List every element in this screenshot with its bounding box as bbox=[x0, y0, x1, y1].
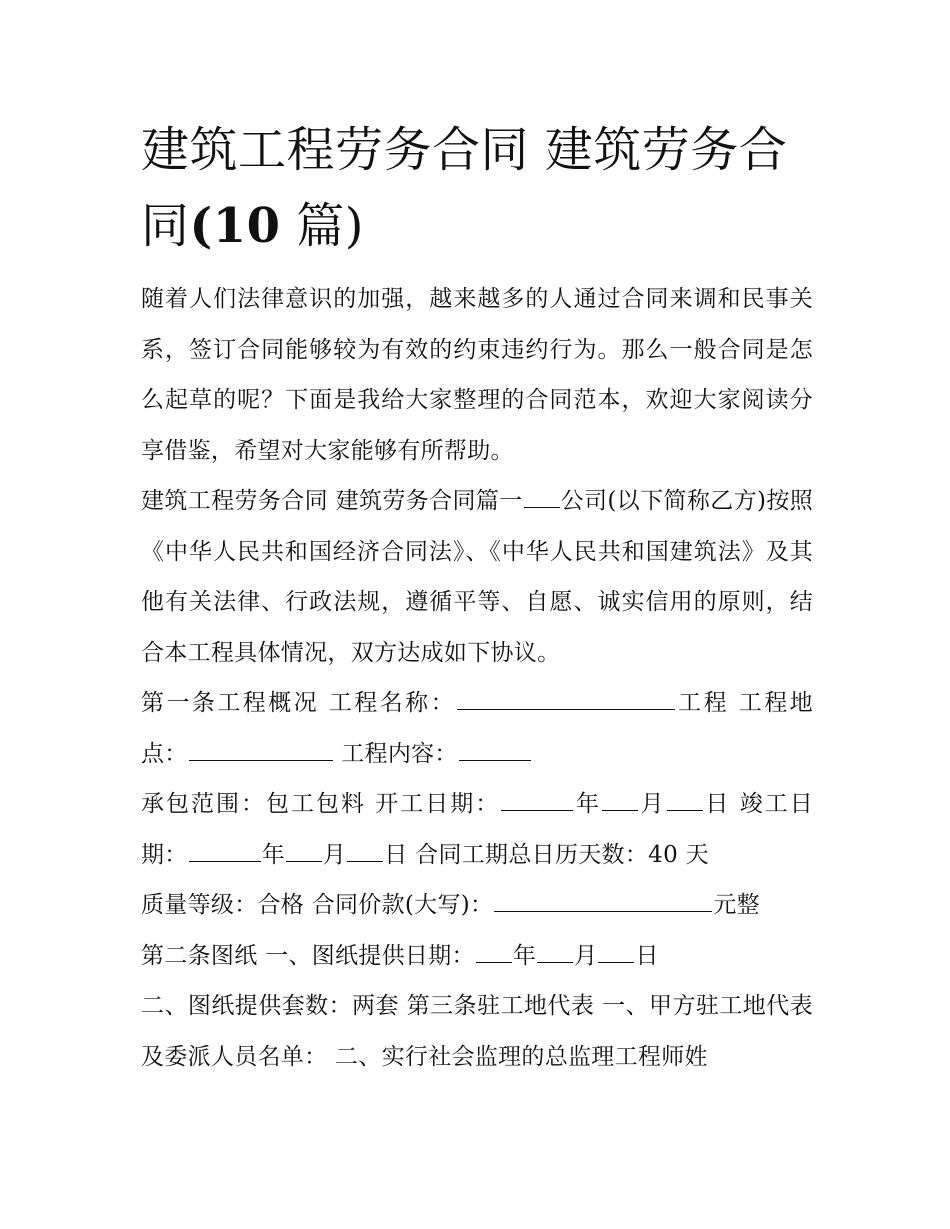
start-year-label: 年 bbox=[574, 791, 601, 817]
start-month-label: 月 bbox=[638, 791, 666, 817]
preamble-start: 建筑工程劳务合同 建筑劳务合同篇一 bbox=[141, 488, 523, 514]
end-day-blank bbox=[347, 841, 383, 862]
article-two-label: 第二条图纸 一、图纸提供日期： bbox=[141, 942, 475, 969]
drawing-year-blank bbox=[476, 942, 512, 963]
project-name-blank bbox=[457, 689, 675, 710]
preamble-rest: 公司(以下简称乙方)按照《中华人民共和国经济合同法》、《中华人民共和国建筑法》及其他有关法律、行政法规，遵循平等、自愿、诚实信用的原则，结合本工程具体情况，双方达成如下协议。 bbox=[141, 488, 813, 666]
drawing-year-label: 年 bbox=[512, 942, 537, 969]
article-one-location: 工程 工程地点： bbox=[141, 690, 813, 767]
end-year-blank bbox=[189, 841, 261, 862]
scope-dates bbox=[141, 779, 813, 880]
start-month-blank bbox=[602, 790, 638, 811]
drawing-day-blank bbox=[598, 942, 634, 963]
end-month-blank bbox=[286, 841, 322, 862]
title-line2-suffix: 篇) bbox=[280, 198, 365, 254]
contract-preamble bbox=[141, 476, 813, 678]
end-month-label: 月 bbox=[322, 841, 347, 868]
title-line1: 建筑工程劳务合同 建筑劳务合 bbox=[141, 122, 788, 178]
title-line2-prefix: 同 bbox=[141, 198, 190, 254]
company-blank bbox=[524, 487, 560, 508]
article-two bbox=[141, 931, 813, 982]
intro-paragraph: 随着人们法律意识的加强，越来越多的人通过合同来调和民事关系，签订合同能够较为有效的约束违约行为。那么一般合同是怎么起草的呢？下面是我给大家整理的合同范本，欢迎大家阅读分享借鉴，希望对大家能够有所帮助。 bbox=[141, 286, 813, 464]
end-day-label: 日 合同工期总日历天数：40 天 bbox=[384, 841, 709, 868]
price-blank bbox=[494, 891, 712, 912]
quality-price bbox=[141, 880, 813, 931]
start-day-blank bbox=[667, 790, 703, 811]
start-day-label: 日 竣工日期： bbox=[141, 791, 813, 868]
article-one-content: 工程内容： bbox=[333, 740, 458, 767]
project-content-blank bbox=[459, 740, 531, 761]
drawing-month-blank bbox=[537, 942, 573, 963]
document-page bbox=[141, 112, 813, 1082]
price-unit: 元整 bbox=[713, 892, 760, 918]
start-year-blank bbox=[501, 790, 573, 811]
article-three: 二、图纸提供套数：两套 第三条驻工地代表 一、甲方驻工地代表及委派人员名单： 二、实行社会监理的总监理工程师姓 bbox=[141, 993, 813, 1070]
drawing-day-label: 日 bbox=[635, 942, 659, 969]
drawing-month-label: 月 bbox=[574, 942, 598, 969]
quality-price-label: 质量等级：合格 合同价款(大写)： bbox=[141, 892, 494, 918]
article-one-name: 第一条工程概况 工程名称： bbox=[141, 690, 457, 716]
article-one bbox=[141, 678, 813, 779]
document-title bbox=[141, 112, 813, 264]
scope-start: 承包范围：包工包料 开工日期： bbox=[141, 791, 501, 817]
title-count: (10 bbox=[189, 198, 281, 254]
project-location-blank bbox=[189, 740, 333, 761]
end-year-label: 年 bbox=[261, 841, 285, 868]
